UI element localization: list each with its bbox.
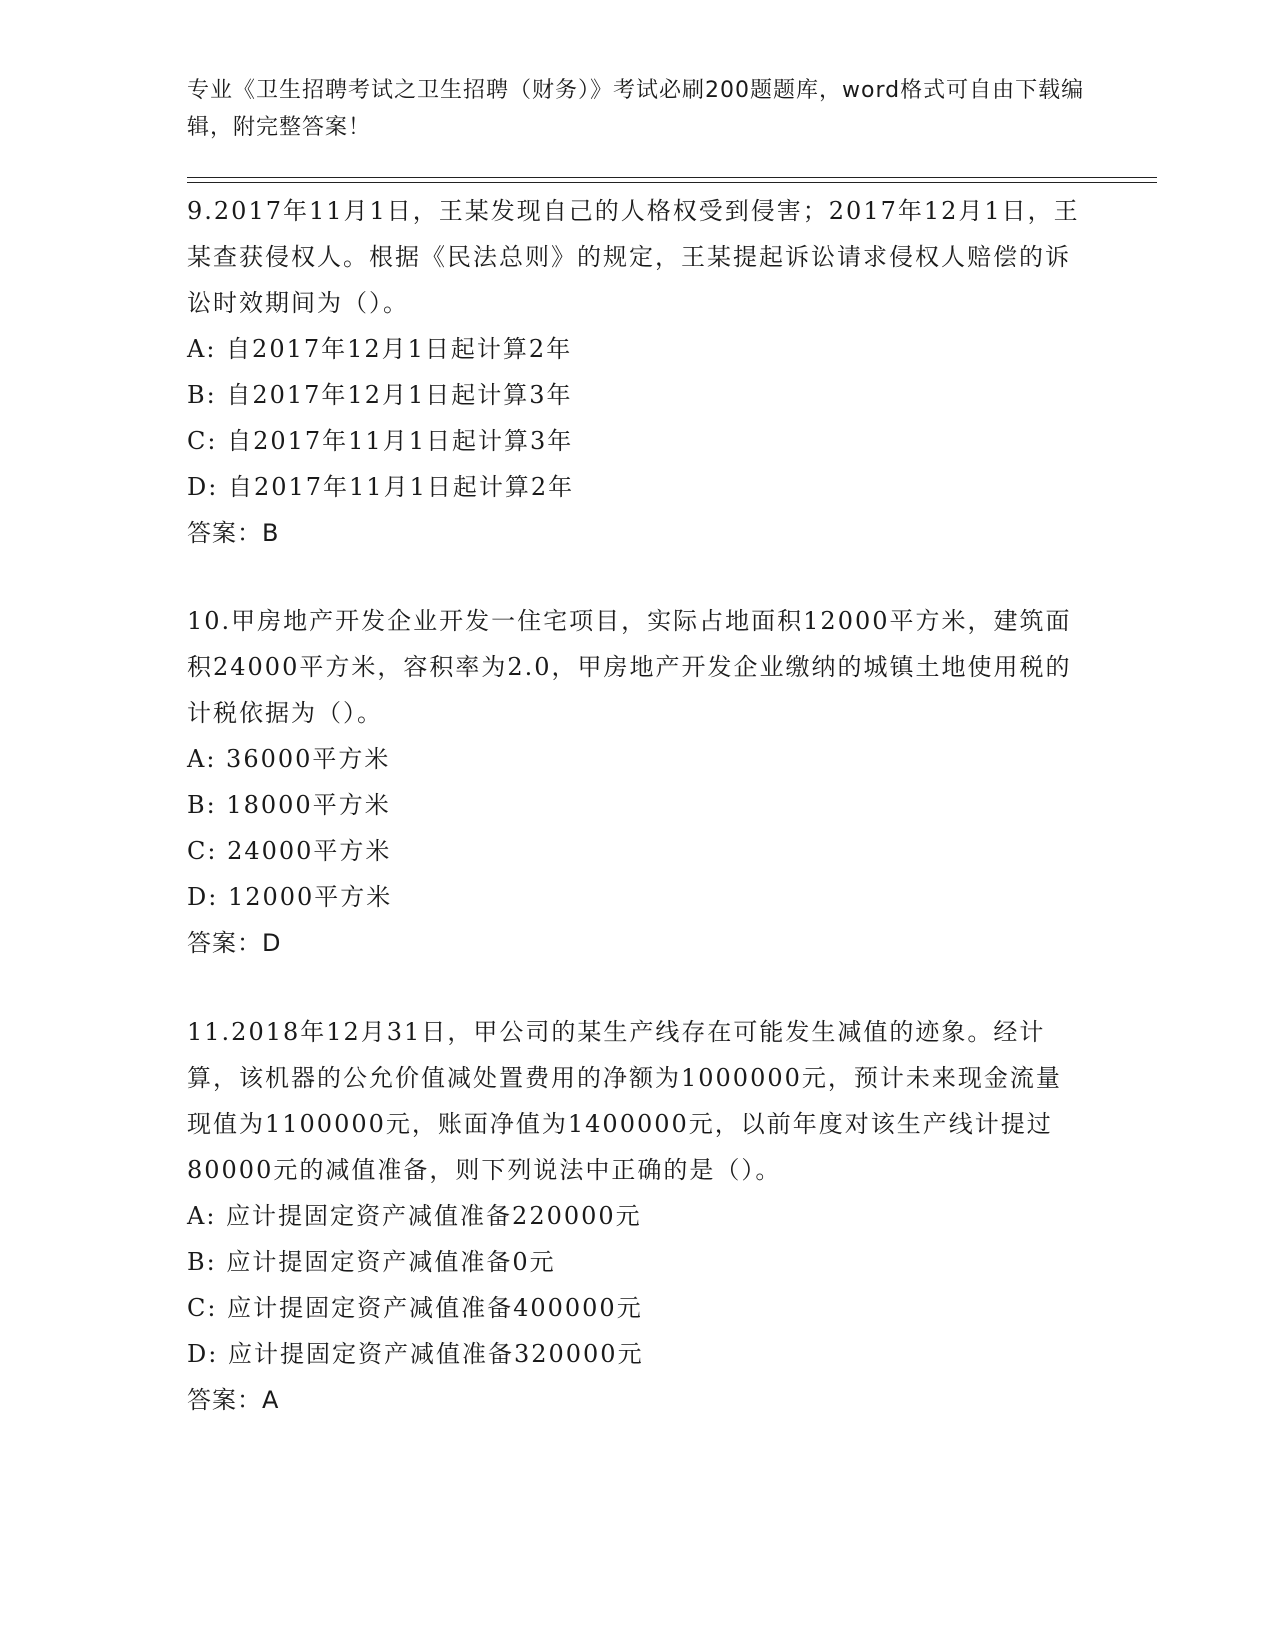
option-a: A: 应计提固定资产减值准备220000元: [187, 1202, 642, 1230]
question-9: [187, 188, 1087, 556]
option-c: C: 24000平方米: [187, 837, 392, 865]
answer-line: 答案：D: [187, 929, 282, 957]
option-a: A: 自2017年12月1日起计算2年: [187, 335, 573, 363]
option-b: B: 应计提固定资产减值准备0元: [187, 1248, 556, 1276]
option-a: A: 36000平方米: [187, 745, 391, 773]
question-10: [187, 598, 1087, 966]
option-c: C: 自2017年11月1日起计算3年: [187, 427, 574, 455]
header-divider-top: [187, 177, 1157, 178]
answer-line: 答案：B: [187, 519, 280, 547]
option-d: D: 应计提固定资产减值准备320000元: [187, 1340, 644, 1368]
answer-line: 答案：A: [187, 1386, 280, 1414]
document-header: [187, 72, 1087, 146]
option-d: D: 12000平方米: [187, 883, 393, 911]
question-stem: 10.甲房地产开发企业开发一住宅项目，实际占地面积12000平方米，建筑面积24000平方米，容积率为2.0，甲房地产开发企业缴纳的城镇土地使用税的计税依据为（）。: [187, 607, 1072, 727]
option-b: B: 18000平方米: [187, 791, 391, 819]
option-d: D: 自2017年11月1日起计算2年: [187, 473, 575, 501]
question-stem: 11.2018年12月31日，甲公司的某生产线存在可能发生减值的迹象。经计算，该机器的公允价值减处置费用的净额为1000000元，预计未来现金流量现值为1100000元，账面净值为1400000元，以前年度对该生产线计提过80000元的减值准备，则下列说法中正确的是（）。: [187, 1018, 1062, 1184]
option-b: B: 自2017年12月1日起计算3年: [187, 381, 573, 409]
header-intro-text: 专业《卫生招聘考试之卫生招聘（财务）》考试必刷200题题库，word格式可自由下载编辑，附完整答案！: [187, 78, 1085, 140]
question-stem: 9.2017年11月1日，王某发现自己的人格权受到侵害；2017年12月1日，王某查获侵权人。根据《民法总则》的规定，王某提起诉讼请求侵权人赔偿的诉讼时效期间为（）。: [187, 197, 1080, 317]
header-divider-bottom: [187, 182, 1157, 183]
question-11: [187, 1009, 1087, 1423]
option-c: C: 应计提固定资产减值准备400000元: [187, 1294, 643, 1322]
